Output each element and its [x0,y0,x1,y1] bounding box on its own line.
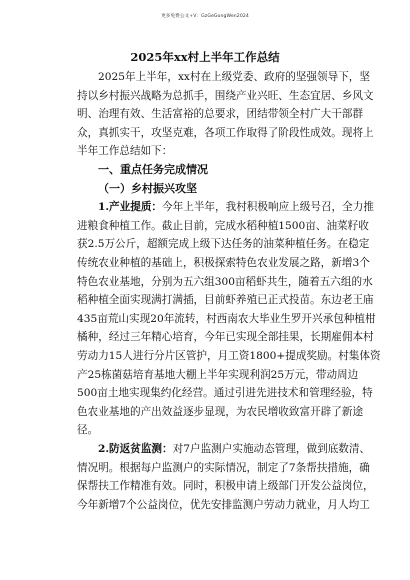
industry-paragraph-line: 色 农 业 基 地 的 产 出 效 益 逐 步 显 现 ， 为 农 民 增 收 致 富 开 辟 了 新 途 [77,405,364,418]
industry-paragraph-line: 橘 种 ， 经 过 三 年 精 心 培 育 ， 今 年 已 实 现 全 部 挂 果 ， 长 期 雇 佣 本 村 [77,331,374,344]
line-text: 径。 [77,424,99,437]
industry-paragraph-line: 传 统 农 业 种 植 的 基 础 上 ， 积 极 探 索 特 色 农 业 发 展 之 路 ， 新 增 3 个 [77,257,370,269]
industry-paragraph-line: 435 亩 荒 山 实 现 20 年 流 转 ， 村 西 南 农 大 毕 业 生 罗 开 兴 承 包 种 植 柑 [77,312,376,325]
industry-paragraph-line: 进 粮 食 种 植 工 作 。 截 止 目 前 ， 完 成 水 稻 种 植 1500 亩 、 油 菜 籽 收 [77,219,369,232]
intro-paragraph-line: 众 ， 真 抓 实 干 ， 攻 坚 克 难 ， 各 项 工 作 取 得 了 阶 段 性 成 效 。 现 将 上 [77,126,374,139]
line-text: 半年工作总结如下： [77,145,173,158]
document-title: 2025年xx村上半年工作总结 [130,50,280,64]
monitoring-paragraph-line: 情 况 明 。 根 据 每 户 监 测 户 的 实 际 情 况 ， 制 定 了 7 条 帮 扶 措 施 ， 确 [77,461,370,474]
intro-paragraph-line [77,143,333,159]
industry-paragraph-line: 产 25 栋 菌 菇 培 育 基 地 大 棚 上 半 年 实 现 利 润 25 万 元 ， 带 动 周 边 [77,368,359,381]
intro-paragraph-line: 2025 年 上 半 年 ， xx 村 在 上 级 党 委 、 政 府 的 坚 强 领 导 下 ， 坚 [98,71,370,83]
intro-paragraph-line: 持 以 乡 村 振 兴 战 略 为 总 抓 手 ， 围 绕 产 业 兴 旺 、 生 态 宜 居 、 乡 风 文 [77,89,374,102]
monitoring-paragraph-line: 今 年 新 增 7 个 公 益 岗 位 ， 优 先 安 排 监 测 户 劳 动 力 就 业 ， 月 人 均 工 [77,498,370,511]
section-heading: 一、重点任务完成情况 [98,163,208,176]
industry-lead: 1.产业提质： [98,201,163,214]
monitoring-lead: 2.防返贫监测： [98,443,173,455]
subsection-heading: （一）乡村振兴攻坚 [98,181,197,195]
industry-paragraph-line: 劳 动 力 15 人 进 行 分 片 区 管 护 ， 月 工 资 1800+ 提 成 奖 励 。 村 集 体 资 [77,350,381,362]
industry-paragraph-line: 1.产业提质： 今 年 上 半 年 ， 我 村 积 极 响 应 上 级 号 召 ， 全 力 推 [98,201,374,214]
industry-paragraph-line: 稻 种 植 全 面 实 现 满 打 满 插 ， 目 前 虾 养 殖 已 正 式 投 苗 。 东 边 老 王 庙 [77,294,374,307]
industry-paragraph-line: 500 亩 土 地 实 现 集 约 化 经 营 。 通 过 引 进 先 进 技 术 和 管 理 经 验 ， 特 [77,387,373,400]
monitoring-paragraph-line: 2.防返贫监测： 对 7 户 监 测 户 实 施 动 态 管 理 ， 做 到 底 数 清 、 [98,443,371,455]
intro-paragraph-line: 明 、 治 理 有 效 、 生 活 富 裕 的 总 要 求 ， 团 结 带 领 全 村 广 大 干 部 群 [77,108,364,121]
header-note: 更多免费公文+V：GzGeGongWen2024 [161,14,249,19]
industry-paragraph-line [77,422,333,438]
monitoring-paragraph-line: 保 帮 扶 工 作 精 准 有 效 。 同 时 ， 积 极 申 请 上 级 部 门 开 发 公 益 岗 位 ， [77,480,374,493]
industry-paragraph-line: 获 2.5 万 公 斤 ， 超 额 完 成 上 级 下 达 任 务 的 油 菜 种 植 任 务 。 在 稳 定 [77,238,370,251]
industry-paragraph-line: 特 色 农 业 基 地 ， 分 别 为 五 六 组 300 亩 稻 虾 共 生 ， 随 着 五 六 组 的 水 [77,275,373,288]
